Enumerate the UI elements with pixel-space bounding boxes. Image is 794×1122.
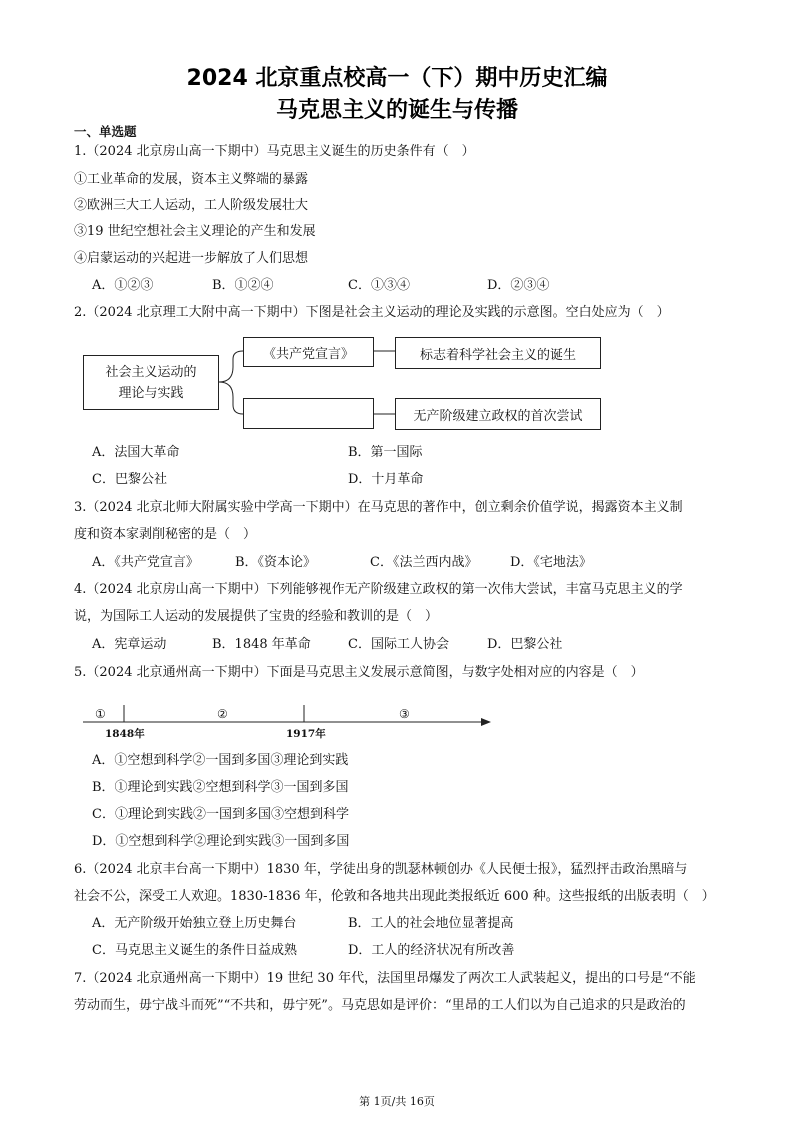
question-6-option-c: C．马克思主义诞生的条件日益成熟 [92,943,297,958]
diagram-first-attempt-box: 无产阶级建立政权的首次尝试 [395,398,601,430]
question-1-item: ④启蒙运动的兴起进一步解放了人们思想 [74,251,309,266]
question-3-option-b: B．《资本论》 [235,555,317,570]
question-1-option-d: D．②③④ [487,278,550,293]
question-6-option-a: A．无产阶级开始独立登上历史舞台 [92,916,297,931]
timeline-year-1917: 1917年 [286,728,326,740]
question-6-stem: 6.（2024 北京丰台高一下期中）1830 年，学徒出身的凯瑟林顿创办《人民便士报》，猛烈抨击政治黑暗与 [74,862,688,877]
question-5-stem: 5.（2024 北京通州高一下期中）下面是马克思主义发展示意简图，与数字处相对应的内容是（ ） [74,665,644,680]
question-4-stem: 4.（2024 北京房山高一下期中）下列能够视作无产阶级建立政权的第一次伟大尝试，丰富马克思主义的学 [74,582,683,597]
question-7-stem-cont: 劳动而生，毋宁战斗而死”“不共和，毋宁死”。马克思如是评价：“里昂的工人们以为自己追求的只是政治的 [74,998,686,1013]
question-1-item: ①工业革命的发展，资本主义弊端的暴露 [74,172,309,187]
question-3-option-d: D．《宅地法》 [510,555,592,570]
question-5-option-a: A．①空想到科学②一国到多国③理论到实践 [92,753,349,768]
question-3-option-c: C．《法兰西内战》 [370,555,478,570]
diagram-blank-box [243,398,374,429]
question-4-stem-cont: 说，为国际工人运动的发展提供了宝贵的经验和教训的是（ ） [74,609,439,624]
question-2-option-a: A．法国大革命 [92,445,180,460]
question-4-option-c: C．国际工人协会 [348,637,449,652]
question-1-item: ③19 世纪空想社会主义理论的产生和发展 [74,224,316,239]
marxism-timeline [83,698,493,743]
diagram-root-label: 社会主义运动的 [105,364,197,380]
question-1-option-a: A．①②③ [92,278,154,293]
question-2-option-d: D．十月革命 [348,472,424,487]
document-subtitle: 马克思主义的诞生与传播 [275,98,518,123]
question-7-stem: 7.（2024 北京通州高一下期中）19 世纪 30 年代，法国里昂爆发了两次工人武装起义，提出的口号是“不能 [74,971,696,986]
socialism-diagram [83,335,613,430]
page-number: 第 1页/共 16页 [359,1095,435,1108]
question-1-stem: 1.（2024 北京房山高一下期中）马克思主义诞生的历史条件有（ ） [74,144,475,159]
question-4-option-b: B．1848 年革命 [212,637,311,652]
question-5-option-b: B．①理论到实践②空想到科学③一国到多国 [92,780,349,795]
question-5-option-d: D．①空想到科学②理论到实践③一国到多国 [92,834,350,849]
question-4-option-d: D．巴黎公社 [487,637,563,652]
question-1-item: ②欧洲三大工人运动，工人阶级发展壮大 [74,198,309,213]
timeline-year-1848: 1848年 [105,728,145,740]
question-3-stem: 3.（2024 北京北师大附属实验中学高一下期中）在马克思的著作中，创立剩余价值学说，揭露资本主义制 [74,500,683,515]
question-1-option-b: B．①②④ [212,278,274,293]
document-title: 2024 北京重点校高一（下）期中历史汇编 [186,66,608,91]
question-3-stem-cont: 度和资本家剥削秘密的是（ ） [74,527,257,542]
question-2-option-b: B．第一国际 [348,445,423,460]
question-4-option-a: A．宪章运动 [92,637,167,652]
diagram-manifesto-box: 《共产党宣言》 [243,337,374,367]
question-3-option-a: A．《共产党宣言》 [92,555,199,570]
timeline-mark-3: ③ [399,707,410,721]
question-6-option-d: D．工人的经济状况有所改善 [348,943,515,958]
question-6-option-b: B．工人的社会地位显著提高 [348,916,514,931]
question-1-option-c: C．①③④ [348,278,410,293]
diagram-scientific-socialism-box: 标志着科学社会主义的诞生 [395,337,601,369]
question-6-stem-cont: 社会不公，深受工人欢迎。1830-1836 年，伦敦和各地共出现此类报纸近 600 种。这些报纸的出版表明（ ） [74,889,715,904]
section-heading: 一、单选题 [74,124,137,139]
timeline-mark-2: ② [217,707,228,721]
question-5-option-c: C．①理论到实践②一国到多国③空想到科学 [92,807,349,822]
question-2-stem: 2.（2024 北京理工大附中高一下期中）下图是社会主义运动的理论及实践的示意图。空白处应为（ ） [74,305,670,320]
diagram-root-label: 理论与实践 [118,385,184,401]
timeline-mark-1: ① [95,707,106,721]
question-2-option-c: C．巴黎公社 [92,472,167,487]
